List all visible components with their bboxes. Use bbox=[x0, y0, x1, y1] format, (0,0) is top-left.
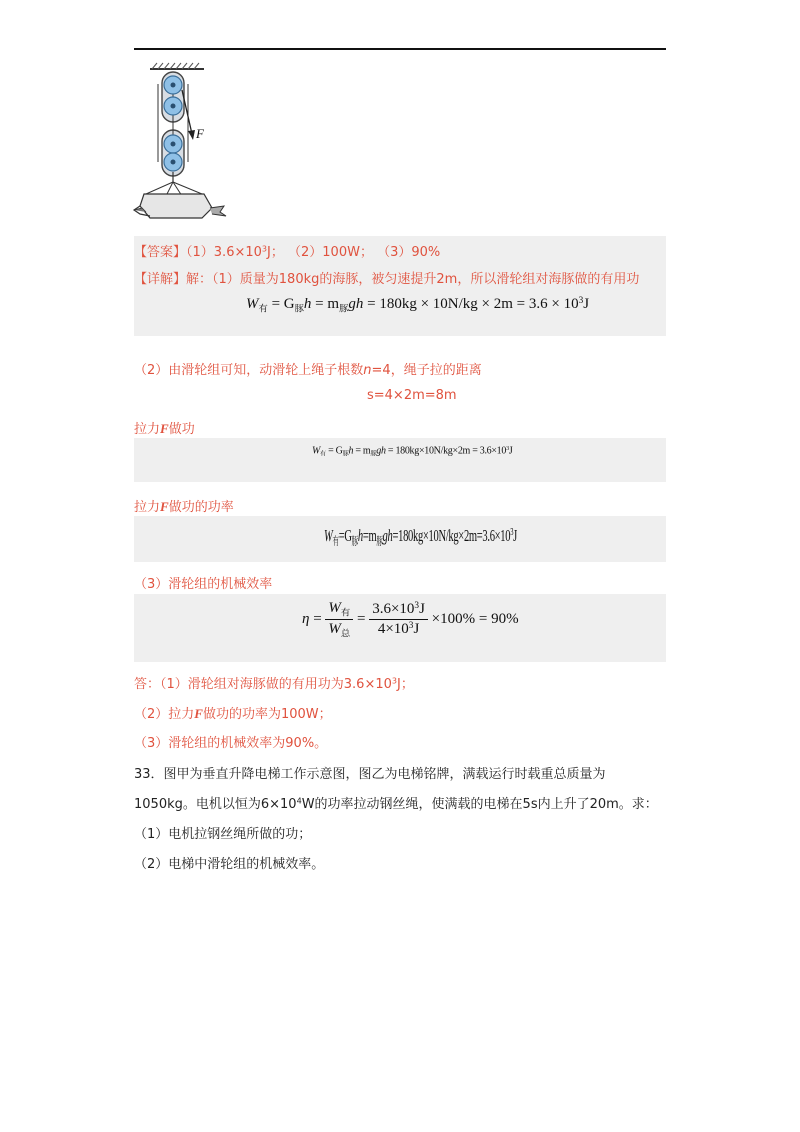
conclusion-2-after: 做功的功率为100W； bbox=[202, 707, 332, 722]
f1-h: h bbox=[303, 296, 312, 313]
f2-w: W bbox=[312, 445, 321, 457]
step3-text: （3）滑轮组的机械效率 bbox=[134, 577, 273, 592]
f3-h: h bbox=[357, 526, 363, 545]
q33-item2: （2）电梯中滑轮组的机械效率。 bbox=[134, 857, 325, 872]
f3-rest: =180kg×10N/kg×2m=3.6×10 bbox=[392, 526, 511, 545]
f3-gh: gh bbox=[382, 526, 393, 545]
question33-item2 bbox=[134, 853, 324, 872]
q33-text1: 33．图甲为垂直升降电梯工作示意图，图乙为电梯铭牌，满载运行时载重总质量为 bbox=[134, 767, 606, 782]
f2-gh: gh bbox=[376, 445, 386, 457]
conclusion-line3 bbox=[134, 732, 327, 751]
f1-unit: J bbox=[583, 296, 590, 313]
pull-power-label bbox=[134, 496, 234, 515]
f2-h: h bbox=[348, 445, 354, 457]
conclusion-3: （3）滑轮组的机械效率为90%。 bbox=[134, 736, 328, 751]
step2-n: n bbox=[363, 363, 372, 378]
f4-den-sub: 总 bbox=[340, 629, 351, 640]
pull-power-f: F bbox=[160, 499, 169, 514]
step2-line bbox=[134, 359, 482, 378]
force-label: F bbox=[196, 126, 204, 141]
f4-num2: 3.6×10 bbox=[372, 601, 415, 618]
q33-text2-exp: 4 bbox=[296, 796, 302, 806]
f2-w-sub: 有 bbox=[320, 450, 326, 458]
conclusion-1: 答：（1）滑轮组对海豚做的有用功为3.6×10 bbox=[134, 677, 392, 692]
f4-tail: ×100% = 90% bbox=[427, 611, 519, 628]
f1-gh: gh bbox=[348, 296, 364, 313]
pull-power-after: 做功的功率 bbox=[168, 500, 234, 515]
formula-useful-work bbox=[246, 296, 589, 314]
question33-line2 bbox=[134, 793, 658, 812]
pull-work-f: F bbox=[160, 421, 169, 436]
f2-g-sub: 豚 bbox=[342, 450, 349, 458]
top-rule bbox=[134, 48, 666, 50]
answer-part1: （1）3.6×10 bbox=[186, 245, 262, 260]
f3-unit: J bbox=[513, 526, 517, 545]
f1-exp: 3 bbox=[578, 296, 584, 306]
conclusion-2-f: F bbox=[194, 706, 203, 721]
f4-num2-exp: 3 bbox=[414, 601, 420, 612]
f3-eq1: =G bbox=[338, 526, 352, 545]
question33-line1 bbox=[134, 763, 606, 782]
conclusion-line1 bbox=[134, 673, 414, 692]
conclusion-line2 bbox=[134, 703, 332, 722]
pulley-figure bbox=[132, 60, 242, 226]
f4-frac1 bbox=[325, 600, 353, 640]
f4-num-w: W bbox=[328, 600, 341, 616]
f3-w: W bbox=[324, 526, 333, 545]
pull-work-before: 拉力 bbox=[134, 422, 161, 437]
explanation-intro: 解：（1）质量为180kg的海豚，被匀速提升2m，所以滑轮组对海豚做的有用功 bbox=[186, 272, 640, 287]
f2-rest: = 180kg×10N/kg×2m = 3.6×10 bbox=[385, 445, 507, 457]
f3-exp: 3 bbox=[510, 527, 514, 539]
f4-den2: 4×10 bbox=[377, 621, 409, 638]
answer-part1-exp: 3 bbox=[261, 244, 268, 254]
answer-line bbox=[134, 241, 440, 260]
f4-eq: = bbox=[309, 611, 326, 628]
step2-after: =4，绳子拉的距离 bbox=[371, 363, 482, 378]
f3-g-sub: 豚 bbox=[351, 536, 358, 548]
explanation-line bbox=[134, 268, 639, 287]
pull-work-after: 做功 bbox=[168, 422, 195, 437]
explanation-tag: 【详解】 bbox=[134, 272, 187, 287]
f4-den2-unit: J bbox=[413, 621, 420, 638]
formula-pull-power bbox=[324, 526, 517, 549]
f4-den-w: W bbox=[328, 621, 341, 638]
f1-w: W bbox=[246, 296, 259, 313]
f2-exp: 3 bbox=[506, 445, 509, 452]
pulley-diagram bbox=[132, 60, 242, 222]
f1-rest: = 180kg × 10N/kg × 2m = 3.6 × 10 bbox=[363, 296, 579, 313]
f1-eq1: = G bbox=[267, 296, 295, 313]
q33-text2-after: W的功率拉动钢丝绳，使满载的电梯在5s内上升了20m。求： bbox=[301, 797, 658, 812]
f4-num2-unit: J bbox=[419, 601, 425, 618]
q33-item1: （1）电机拉钢丝绳所做的功； bbox=[134, 827, 312, 842]
f2-eq1: = G bbox=[325, 445, 343, 457]
f2-unit: J bbox=[508, 445, 513, 457]
f1-g-sub: 豚 bbox=[294, 304, 304, 315]
conclusion-1-unit: J； bbox=[397, 677, 414, 692]
distance-line bbox=[367, 388, 457, 403]
f1-eq2: = m bbox=[311, 296, 340, 313]
pull-work-label bbox=[134, 418, 195, 437]
pull-power-before: 拉力 bbox=[134, 500, 161, 515]
f1-w-sub: 有 bbox=[258, 304, 268, 315]
q33-text2-before: 1050kg。电机以恒为6×10 bbox=[134, 797, 297, 812]
f4-eta: η bbox=[302, 611, 310, 628]
formula-pull-work bbox=[312, 445, 512, 458]
f2-eq2: = m bbox=[353, 445, 371, 457]
f1-m-sub: 豚 bbox=[339, 304, 349, 315]
answer-tag: 【答案】 bbox=[134, 245, 187, 260]
question33-item1 bbox=[134, 823, 311, 842]
distance-text: s=4×2m=8m bbox=[367, 388, 457, 403]
answer-part1-unit: J； bbox=[267, 245, 284, 260]
f3-w-sub: 有 bbox=[332, 536, 339, 548]
conclusion-1-exp: 3 bbox=[391, 676, 398, 686]
conclusion-2-before: （2）拉力 bbox=[134, 707, 195, 722]
f4-num-sub: 有 bbox=[340, 608, 351, 619]
f4-frac2 bbox=[369, 601, 428, 638]
f2-m-sub: 豚 bbox=[370, 450, 377, 458]
step3-label bbox=[134, 573, 272, 592]
formula-efficiency: η = $\frac{W_有}{W_总}$ = $\frac{3.6\times 10^3J}{4\times 10^3J}$ ×100% = 90% bbox=[302, 600, 519, 640]
f3-eq2: =m bbox=[362, 526, 377, 545]
answer-part2: （2）100W； bbox=[288, 245, 373, 260]
step2-before: （2）由滑轮组可知，动滑轮上绳子根数 bbox=[134, 363, 364, 378]
f4-den2-exp: 3 bbox=[408, 621, 414, 632]
answer-part3: （3）90% bbox=[377, 245, 441, 260]
f3-m-sub: 豚 bbox=[376, 536, 383, 548]
